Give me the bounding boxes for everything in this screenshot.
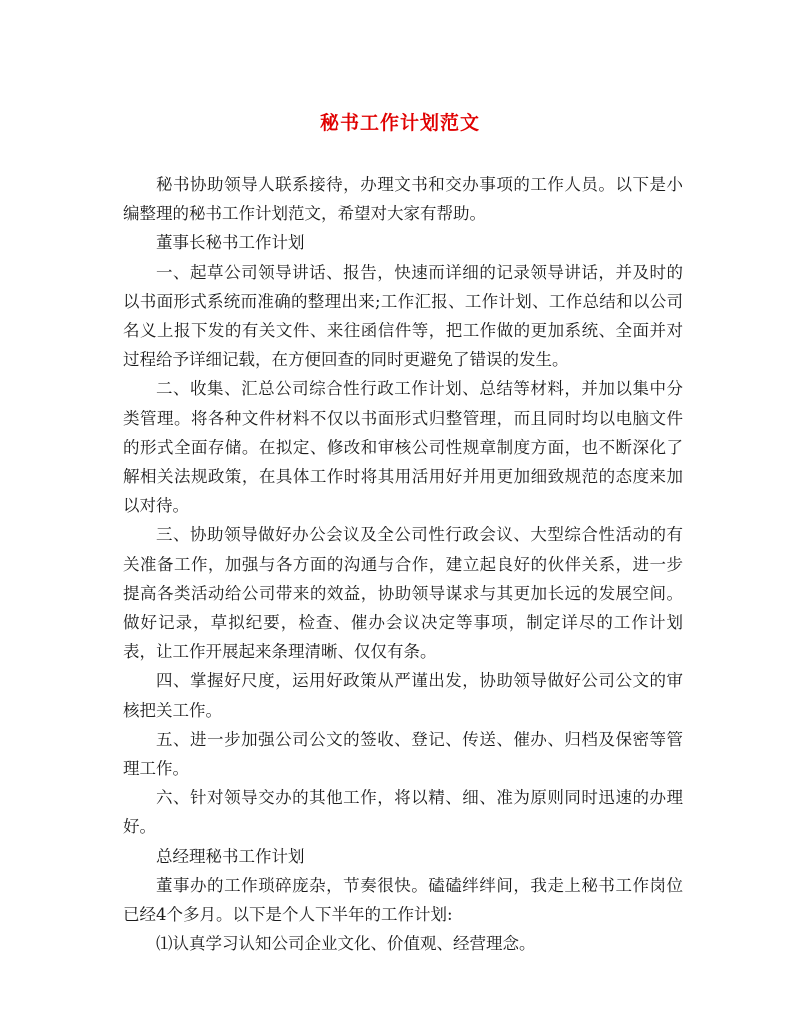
- paragraph-gm-item-1: ⑴认真学习认知公司企业文化、价值观、经营理念。: [156, 934, 536, 954]
- paragraph-item-1: 一、起草公司领导讲话、报告，快速而详细的记录领导讲话，并及时的以书面形式系统而准确的整理出来;工作汇报、工作计划、工作总结和以公司名义上报下发的有关文件、来往函信件等，把工作做的更加系统、全面并对过程给予详细记载，在方便回查的同时更避免了错误的发生。: [123, 262, 683, 370]
- paragraph-item-4: 四、掌握好尺度，运用好政策从严谨出发，协助领导做好公司公文的审核把关工作。: [123, 671, 683, 720]
- section-heading-chairman: 董事长秘书工作计划: [156, 233, 305, 253]
- paragraph-item-3: 三、协助领导做好办公会议及全公司性行政会议、大型综合性活动的有关准备工作，加强与各方面的沟通与合作，建立起良好的伙伴关系，进一步提高各类活动给公司带来的效益，协助领导谋求与其更加长远的发展空间。做好记录，草拟纪要，检查、催办会议决定等事项，制定详尽的工作计划表，让工作开展起来条理清晰、仅仅有条。: [123, 525, 683, 662]
- paragraph-gm-intro: 董事办的工作琐碎庞杂，节奏很快。磕磕绊绊间，我走上秘书工作岗位已经4个多月。以下是个人下半年的工作计划:: [123, 875, 683, 925]
- paragraph-item-6: 六、针对领导交办的其他工作，将以精、细、准为原则同时迅速的办理好。: [123, 788, 683, 837]
- paragraph-item-2: 二、收集、汇总公司综合性行政工作计划、总结等材料，并加以集中分类管理。将各种文件材料不仅以书面形式归整管理，而且同时均以电脑文件的形式全面存储。在拟定、修改和审核公司性规章制度方面，也不断深化了解相关法规政策，在具体工作时将其用活用好并用更加细致规范的态度来加以对待。: [123, 379, 683, 516]
- document-body: [123, 170, 683, 958]
- section-heading-gm: 总经理秘书工作计划: [156, 846, 305, 866]
- document-title: 秘书工作计划范文: [319, 112, 480, 134]
- paragraph-item-5: 五、进一步加强公司公文的签收、登记、传送、催办、归档及保密等管理工作。: [123, 729, 683, 779]
- intro-paragraph: 秘书协助领导人联系接待，办理文书和交办事项的工作人员。以下是小编整理的秘书工作计划范文，希望对大家有帮助。: [123, 175, 683, 224]
